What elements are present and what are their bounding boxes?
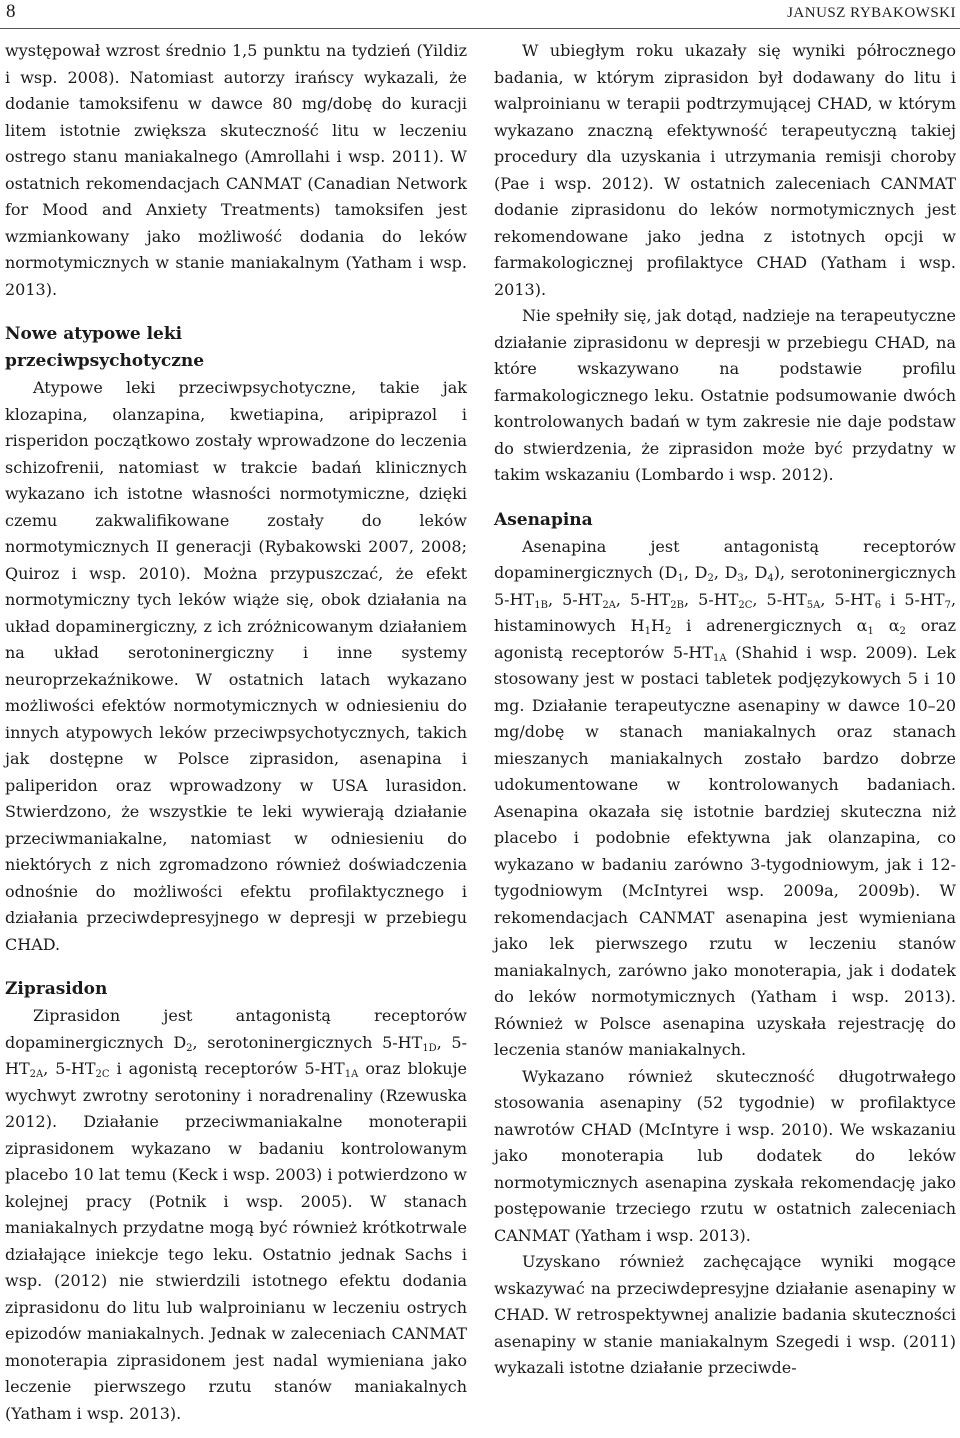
- paragraph: występował wzrost średnio 1,5 punktu na tydzień (Yildiz i wsp. 2008). Natomiast autorzy irańscy wykazali, że dodanie tamoksifenu w dawce 80 mg/dobę do kuracji litem istotnie zwiększa skuteczność litu w leczeniu ostrego stanu maniakalnego (Amrollahi i wsp. 2011). W ostatnich rekomendacjach CANMAT (Canadian Network for Mood and Anxiety Treatments) tamoksifen jest wzmiankowany jako możliwość dodania do leków normotymicznych w stanie maniakalnym (Yatham i wsp. 2013).: [5, 41, 467, 299]
- paragraph: Asenapina jest antagonistą receptorów dopaminergicznych ($D_1$, $D_2$, $D_3$, $D_4$), serotoninergicznych $5-HT_{1B}$, $5-HT_{2A}$, $5-HT_{2B}$, $5-HT_{2C}$, $5-HT_{5A}$, $5-HT_6$ i $5-HT_7$, histaminowych $H_1H_2$ i adrenergicznych $\alpha_1$ $\alpha_2$ oraz agonistą receptorów $5-HT_{1A}$ (Shahid i wsp. 2009). Lek stosowany jest w postaci tabletek podjęzykowych 5 i 10 mg. Działanie terapeutyczne asenapiny w dawce 10–20 mg/dobę w stanach maniakalnych oraz stanach mieszanych maniakalnych zostało bardzo dobrze udokumentowane w kontrolowanych badaniach. Asenapina okazała się istotnie bardziej skuteczna niż placebo i podobnie efektywna jak olanzapina, co wykazano w badaniu zarówno 3-tygodniowym, jak i 12-tygodniowym (McIntyrei wsp. 2009a, 2009b). W rekomendacjach CANMAT asenapina jest wymieniana jako lek pierwszego rzutu w leczeniu stanów maniakalnych, zarówno jako monoterapia, jak i dodatek do leków normotymicznych (Yatham i wsp. 2013). Również w Polsce asenapina uzyskała rejestrację do leczenia stanów maniakalnych.: [494, 536, 957, 1059]
- paragraph: W ubiegłym roku ukazały się wyniki półrocznego badania, w którym ziprasidon był dodawany do litu i walproinianu w terapii podtrzymującej CHAD, w którym wykazano znaczną efektywność terapeutyczną takiej procedury dla uzyskania i utrzymania remisji choroby (Pae i wsp. 2012). W ostatnich zaleceniach CANMAT dodanie ziprasidonu do leków normotymicznych jest rekomendowane jako jedna z istotnych opcji w farmakologicznej profilaktyce CHAD (Yatham i wsp. 2013).: [494, 41, 956, 299]
- left-column: [5, 38, 467, 1427]
- section-heading-atypical: [5, 321, 467, 375]
- heading-line: Nowe atypowe leki: [5, 324, 183, 344]
- paragraph: Uzyskano również zachęcające wyniki mogące wskazywać na przeciwdepresyjne działanie asenapiny w CHAD. W retrospektywnej analizie badania skuteczności asenapiny w stanie maniakalnym Szegedi i wsp. (2011) wykazali istotne działanie przeciwde-: [494, 1252, 956, 1377]
- paragraph: Ziprasidon jest antagonistą receptorów dopaminergicznych $D_2$, serotoninergicznych $5-HT_{1D}$, $5-HT_{2A}$, $5-HT_{2C}$ i agonistą receptorów $5-HT_{1A}$ oraz blokuje wychwyt zwrotny serotoniny i noradrenaliny (Rzewuska 2012). Działanie przeciwmaniakalne monoterapii ziprasidonem wykazano w badaniu kontrolowanym placebo 10 lat temu (Keck i wsp. 2003) i potwierdzono w kolejnej pracy (Potnik i wsp. 2005). W stanach maniakalnych przydatne mogą być również krótkotrwale działające iniekcje tego leku. Ostatnio jednak Sachs i wsp. (2012) nie stwierdzili istotnego efektu dodania ziprasidonu do litu lub walproinianu w leczeniu ostrych epizodów maniakalnych. Jednak w zaleceniach CANMAT monoterapia ziprasidonem jest nadal wymieniana jako leczenie pierwszego rzutu stanów maniakalnych (Yatham i wsp. 2013).: [5, 1006, 468, 1423]
- paragraph: Nie spełniły się, jak dotąd, nadzieje na terapeutyczne działanie ziprasidonu w depresji w przebiegu CHAD, na które wskazywano na podstawie profilu farmakologicznego leku. Ostatnie podsumowanie dwóch kontrolowanych badań w tym zakresie nie daje podstaw do stwierdzenia, że ziprasidon może być przydatny w takim wskazaniu (Lombardo i wsp. 2012).: [494, 306, 956, 484]
- paragraph: Atypowe leki przeciwpsychotyczne, takie jak klozapina, olanzapina, kwetiapina, aripiprazol i risperidon początkowo zostały wprowadzone do leczenia schizofrenii, natomiast w trakcie badań klinicznych wykazano ich istotne własności normotymiczne, dzięki czemu zakwalifikowane zostały do leków normotymicznych II generacji (Rybakowski 2007, 2008; Quiroz i wsp. 2010). Można przypuszczać, że efekt normotymiczny tych leków wiąże się, obok działania na układ dopaminergiczny, z ich zróżnicowanym działaniem na układ serotoninergiczny i inne systemy neuroprzekaźnikowe. W ostatnich latach wykazano możliwości efektów normotymicznych w odniesieniu do innych atypowych leków przeciwpsychotycznych, takich jak dostępne w Polsce ziprasidon, asenapina i paliperidon oraz wprowadzony w USA lurasidon. Stwierdzono, że wszystkie te leki wywierają działanie przeciwmaniakalne, natomiast w odniesieniu do niektórych z nich zgromadzono również doświadczenia odnośnie do możliwości efektu profilaktycznego i działania przeciwdepresyjnego w depresji w przebiegu CHAD.: [5, 378, 467, 954]
- running-head: JANUSZ RYBAKOWSKI: [787, 5, 956, 21]
- page-header: [0, 0, 960, 29]
- section-heading-ziprasidon: Ziprasidon: [5, 979, 108, 999]
- heading-line: przeciwpsychotyczne: [5, 351, 205, 371]
- section-heading-asenapina: Asenapina: [494, 509, 593, 530]
- paragraph: Wykazano również skuteczność długotrwałego stosowania asenapiny (52 tygodnie) w profilaktyce nawrotów CHAD (McIntyre i wsp. 2010). We wskazaniu jako monoterapia lub dodatek do leków normotymicznych asenapina zyskała rekomendację jako postępowanie trzeciego rzutu w ostatnich zaleceniach CANMAT (Yatham i wsp. 2013).: [494, 1066, 956, 1245]
- page-number: 8: [6, 1, 16, 22]
- right-column: [494, 38, 956, 1382]
